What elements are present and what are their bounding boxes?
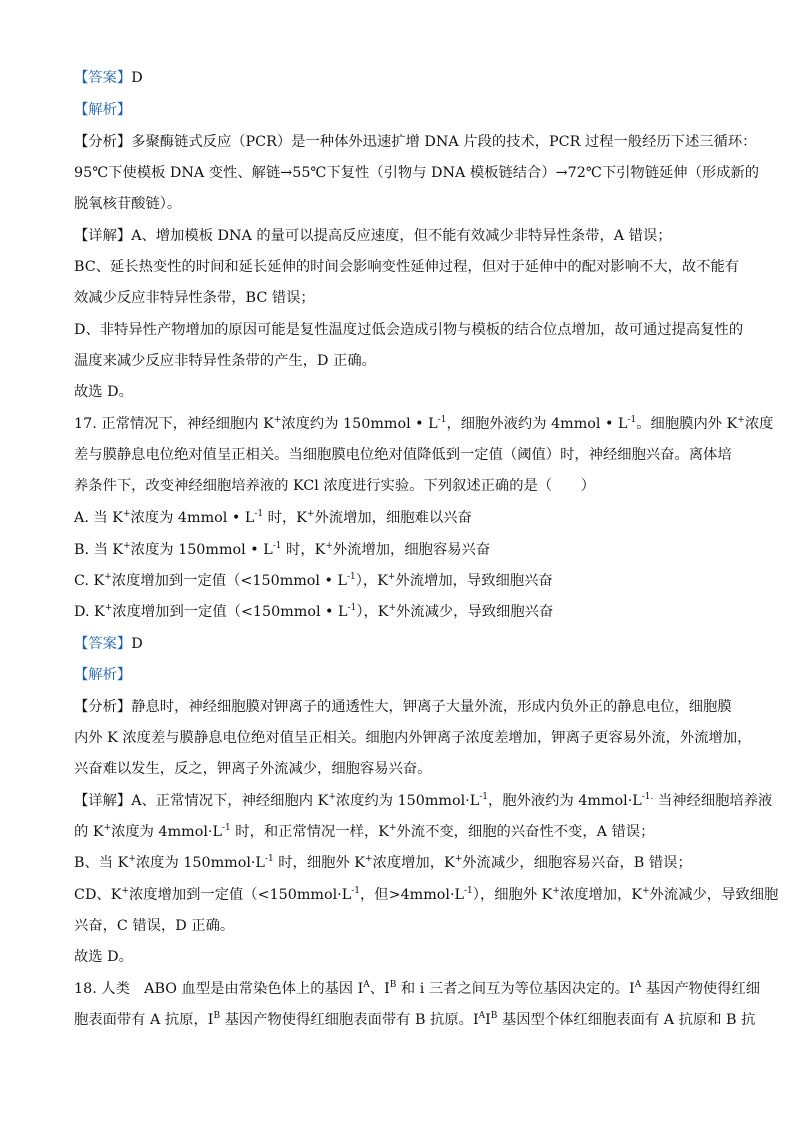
superscript: B: [389, 980, 397, 990]
superscript: +: [387, 572, 396, 582]
q17-answer-value: D: [131, 636, 143, 652]
superscript: +: [454, 854, 463, 864]
text-run: 外流不变，细胞的兴奋性不变，A 错误；: [396, 824, 655, 840]
text-run: C. K: [74, 573, 105, 589]
superscript: +: [552, 886, 560, 896]
text-run: 。细胞膜内外 K: [636, 416, 738, 432]
text-run: ，但>4mmol·L: [360, 887, 465, 903]
text-run: 外流减少，导致细胞兴奋: [395, 604, 554, 620]
text-run: 浓度增加到一定值（<150mmol • L: [111, 573, 347, 589]
text-run: 外流减少，导致细胞: [649, 887, 779, 903]
superscript: -1: [272, 541, 282, 551]
superscript: +: [273, 415, 282, 425]
text-run: 外流增加，细胞容易兴奋: [332, 542, 491, 558]
q17-fenxi-3: 兴奋难以发生，反之，钾离子外流减少，细胞容易兴奋。: [74, 761, 432, 777]
text-run: 外流增加，细胞难以兴奋: [314, 510, 472, 526]
fenxi-line-2: 95℃下使模板 DNA 变性、解链→55℃下复性（引物与 DNA 模板链结合）→72℃下引物链延伸（形成新的: [74, 165, 760, 181]
superscript: -1: [221, 823, 231, 833]
text-run: 的 K: [74, 824, 104, 840]
superscript: +: [388, 823, 397, 833]
text-run: 外流减少，细胞容易兴奋，B 错误；: [462, 855, 692, 871]
text-run: ），K: [355, 573, 388, 589]
text-run: B. 当 K: [74, 542, 124, 558]
superscript: -1: [627, 415, 637, 425]
superscript: +: [121, 886, 129, 896]
text-run: 【分析】: [74, 134, 132, 150]
superscript: +: [128, 854, 136, 864]
xiangjie-line-2: BC、延长热变性的时间和延长延伸的时间会影响变性延伸过程，但对于延伸中的配对影响不大，故不能有: [74, 259, 740, 275]
superscript: -1: [479, 792, 488, 802]
q17-analysis-label: [74, 665, 131, 685]
text-run: B、当 K: [74, 855, 129, 871]
q17-conclusion: 故选 D。: [74, 949, 133, 965]
superscript: -1: [347, 572, 356, 582]
q17-xiangjie-4: [74, 885, 778, 905]
text-run: D. K: [74, 604, 105, 620]
text-run: 时，和正常情况一样，K: [230, 824, 389, 840]
text-run: 浓度为 4mmol • L: [130, 510, 255, 526]
superscript: +: [328, 792, 336, 802]
superscript: +: [306, 509, 315, 519]
text-run: 和 i 三者之间互为等位基因决定的。I: [396, 981, 635, 997]
text-run: ，胞外液约为 4mmol·L: [488, 793, 642, 809]
superscript: +: [364, 854, 373, 864]
text-run: 多聚酶链式反应（PCR）是一种体外迅速扩增 DNA 片段的技术，PCR 过程一般经历下述三循环：: [131, 134, 757, 150]
text-run: 17. 正常情况下，神经细胞内 K: [74, 416, 274, 432]
text-run: 浓度增加，K: [372, 855, 455, 871]
fenxi-line-1: [74, 132, 756, 152]
text-run: 基因产物使得红细胞表面带有 B 抗原。I: [220, 1012, 479, 1028]
q17-option-b: [74, 540, 490, 560]
text-run: 时，K: [263, 510, 307, 526]
superscript: +: [737, 415, 745, 425]
text-run: CD、K: [74, 887, 122, 903]
text-run: 浓度约为 150mmol • L: [281, 416, 438, 432]
superscript: A: [634, 980, 642, 990]
text-run: A. 当 K: [74, 510, 123, 526]
superscript: B: [213, 1011, 221, 1021]
xiangjie-line-4: D、非特异性产物增加的原因可能是复性温度过低会造成引物与模板的结合位点增加，故可通过提高复性的: [74, 322, 744, 338]
text-run: 18. 人类 ABO 血型是由常染色体上的基因 I: [74, 981, 364, 997]
q17-stem-2: 差与膜静息电位绝对值呈正相关。当细胞膜电位绝对值降低到一定值（阈值）时，神经细胞兴奋。离体培: [74, 447, 732, 463]
superscript: -1: [347, 603, 357, 613]
q17-option-a: [74, 508, 472, 528]
superscript: -1: [264, 854, 274, 864]
text-run: 【详解】: [74, 228, 132, 244]
text-run: 【答案】: [74, 636, 132, 652]
q17-xiangjie-2: [74, 822, 654, 842]
text-run: 基因产物使得红细: [641, 981, 761, 997]
text-run: 浓度为 150mmol·L: [135, 855, 265, 871]
superscript: +: [123, 541, 131, 551]
text-run: 浓度约为 150mmol·L: [335, 793, 480, 809]
superscript: A: [363, 980, 370, 990]
q17-stem-3: 养条件下，改变神经细胞培养液的 KCl 浓度进行实验。下列叙述正确的是（ ）: [74, 478, 595, 494]
superscript: -1: [254, 509, 264, 519]
text-run: 外流增加，导致细胞兴奋: [395, 573, 553, 589]
text-run: ），K: [356, 604, 389, 620]
text-run: ，细胞外液约为 4mmol • L: [446, 416, 628, 432]
superscript: -1: [437, 415, 447, 425]
text-run: 胞表面带有 A 抗原，I: [74, 1012, 214, 1028]
superscript: +: [104, 603, 113, 613]
superscript: +: [104, 572, 112, 582]
text-run: 基因型个体红细胞表面有 A 抗原和 B 抗: [497, 1012, 756, 1028]
conclusion: 故选 D。: [74, 384, 133, 400]
superscript: +: [122, 509, 131, 519]
text-run: A、增加模板 DNA 的量可以提高反应速度，但不能有效减少非特异性条带，A 错误；: [131, 228, 672, 244]
q17-fenxi-1: [74, 697, 732, 717]
q17-fenxi-2: 内外 K 浓度差与膜静息电位绝对值呈正相关。细胞内外钾离子浓度差增加，钾离子更容易外流，外流增加，: [74, 730, 752, 746]
text-run: 【分析】: [74, 699, 132, 715]
xiangjie-line-1: [74, 226, 672, 246]
xiangjie-line-5: 温度来减少反应非特异性条带的产生，D 正确。: [74, 353, 376, 369]
q17-option-d: [74, 602, 553, 622]
q17-stem-1: [74, 414, 773, 434]
text-run: 【解析】: [74, 102, 132, 118]
superscript: +: [388, 603, 396, 613]
text-run: 浓度为 150mmol • L: [130, 542, 273, 558]
answer-label: 【答案】: [74, 70, 132, 86]
text-run: 浓度为 4mmol·L: [111, 824, 222, 840]
q18-stem-2: [74, 1010, 755, 1030]
superscript: +: [103, 823, 112, 833]
q17-answer-line: [74, 634, 143, 654]
text-run: 静息时，神经细胞膜对钾离子的通透性大，钾离子大量外流，形成内负外正的静息电位，细胞膜: [131, 699, 732, 715]
fenxi-line-3: 脱氧核苷酸链）。: [74, 196, 182, 212]
text-run: 时，K: [281, 542, 326, 558]
text-run: 浓度增加到一定值（<150mmol·L: [128, 887, 352, 903]
analysis-label: [74, 100, 131, 120]
q17-xiangjie-1: [74, 791, 772, 811]
text-run: I: [485, 1012, 491, 1028]
text-run: ），细胞外 K: [472, 887, 553, 903]
q18-stem-1: [74, 979, 760, 999]
q17-option-c: [74, 571, 553, 591]
text-run: 、I: [369, 981, 390, 997]
text-run: 【详解】: [74, 793, 132, 809]
text-run: A、正常情况下，神经细胞内 K: [131, 793, 329, 809]
superscript: -1: [464, 886, 473, 896]
text-run: 浓度增加，K: [559, 887, 643, 903]
text-run: 浓度: [744, 416, 774, 432]
superscript: +: [325, 541, 333, 551]
superscript: +: [642, 886, 650, 896]
superscript: -1: [351, 886, 360, 896]
superscript: B: [490, 1011, 498, 1021]
text-run: 浓度增加到一定值（<150mmol • L: [112, 604, 348, 620]
q17-xiangjie-5: 兴奋，C 错误，D 正确。: [74, 918, 235, 934]
answer-line: [74, 68, 143, 88]
xiangjie-line-3: 效减少反应非特异性条带，BC 错误；: [74, 290, 315, 306]
superscript: -1.: [641, 792, 654, 802]
text-run: 当神经细胞培养液: [653, 793, 773, 809]
answer-value: D: [131, 70, 143, 86]
superscript: A: [478, 1011, 486, 1021]
text-run: 时，细胞外 K: [273, 855, 365, 871]
q17-xiangjie-3: [74, 853, 692, 873]
text-run: 【解析】: [74, 667, 132, 683]
